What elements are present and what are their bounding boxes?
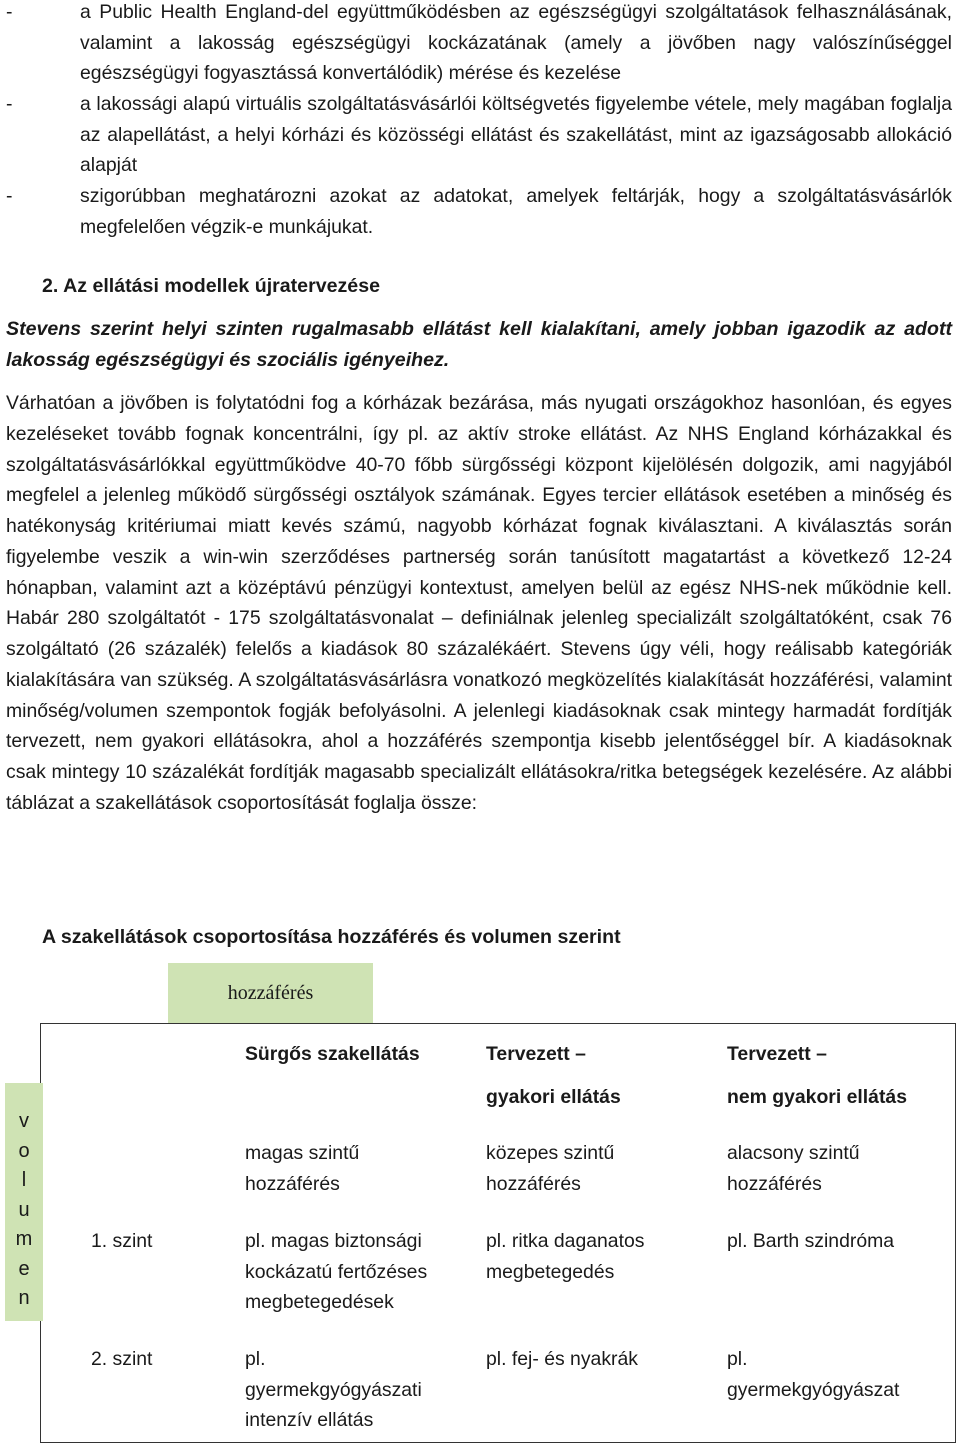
cell-line: pl. [727, 1348, 748, 1370]
bullet-text: a Public Health England-del együttműködésben az egészségügyi szolgáltatások felhasználásának, valamint a lakosság egészségügyi kockázatának (amely a jövőben nagy valószínűséggel egészségügyi fogyasztássá konvertálódik) mérése és kezelése [80, 1, 952, 85]
section-title: Az ellátási modellek újratervezése [63, 275, 380, 297]
level-2-frequent [486, 1344, 638, 1375]
cell-line: megbetegedések [245, 1291, 394, 1313]
lead-paragraph: Stevens szerint helyi szinten rugalmasabb ellátást kell kialakítani, amely jobban igazodik az adott lakosság egészségügyi és szociális igényeihez. [6, 318, 952, 371]
level-2-infrequent [727, 1344, 899, 1405]
header-line: Tervezett – [727, 1043, 827, 1065]
cell-line: pl. ritka daganatos [486, 1230, 645, 1252]
cell-line: intenzív ellátás [245, 1409, 374, 1431]
level-2-urgent [245, 1344, 422, 1436]
bullet-dash: - [6, 185, 13, 207]
bullet-text: szigorúbban meghatározni azokat az adatokat, amelyek feltárják, hogy a szolgáltatásvásárlók megfelelően végzik-e munkájukat. [80, 185, 952, 238]
level-1-urgent [245, 1226, 427, 1318]
bullet-item [6, 89, 952, 181]
cell-line: pl. Barth szindróma [727, 1230, 895, 1252]
level-1-frequent [486, 1226, 644, 1287]
volume-letter: e [18, 1257, 30, 1280]
cell-line: közepes szintű [486, 1142, 615, 1164]
volume-letter: n [18, 1287, 30, 1309]
access-level-high [245, 1138, 359, 1199]
level-1-infrequent [727, 1226, 894, 1257]
volume-letter: l [21, 1169, 27, 1191]
cell-line: pl. [245, 1348, 266, 1370]
header-planned-infrequent [727, 1033, 907, 1119]
cell-line: kockázatú fertőzéses [245, 1260, 428, 1283]
volume-letter: v [19, 1110, 29, 1132]
access-level-low [727, 1138, 860, 1199]
cell-line: gyermekgyógyászat [727, 1378, 900, 1401]
bullet-item [6, 181, 952, 242]
header-line: gyakori ellátás [486, 1086, 621, 1108]
cell-line: hozzáférés [727, 1172, 822, 1195]
table-title: A szakellátások csoportosítása hozzáférés és volumen szerint [42, 926, 621, 948]
header-line: nem gyakori ellátás [727, 1086, 907, 1108]
bullet-item [6, 0, 952, 89]
cell-line: pl. fej- és nyakrák [486, 1348, 638, 1370]
access-level-medium [486, 1138, 614, 1199]
body-paragraph: Várhatóan a jövőben is folytatódni fog a kórházak bezárása, más nyugati országokhoz hasonlóan, és egyes kezeléseket tovább fognak koncentrálni, így pl. az aktív stroke ellátást. Az NHS England kórházakkal és szolgáltatásvásárlókkal együttműködve 40-70 főbb sürgősségi központ kijelölésén dolgozik, ami nagyjából megfelel a jelenleg működő sürgősségi osztályok számának. Egyes tercier ellátások esetében a minőség és hatékonyság kritériumai miatt kevés számú, nagyobb kórházat fognak kiválasztani. A kiválasztás során figyelembe veszik a win-win szerződéses partnerség során tanúsított magatartást a következő 12-24 hónapban, valamint azt a középtávú pénzügyi kontextust, amelyen belül az egész NHS-nek működnie kell. Habár 280 szolgáltatót - 175 szolgáltatásvonalat – definiálnak jelenleg specializált szolgáltatóként, csak 76 szolgáltató (26 százalék) felelős a kiadások 80 százalékáért. Stevens úgy véli, hogy reálisabb kategóriák kialakítására van szükség. A szolgáltatásvásárlásra vonatkozó megközelítés kialakítását hozzáférési, valamint minőség/volumen szempontok fogják befolyásolni. A jelenlegi kiadásoknak csak mintegy harmadát fordítják tervezett, nem gyakori ellátásokra, ahol a hozzáférés szempontja kisebb jelentőséggel bír. A kiadásoknak csak mintegy 10 százalékát fordítják magasabb specializált ellátásokra/ritka betegségek kezelésére. Az alábbi táblázat a szakellátások csoportosítását foglalja össze: [6, 392, 952, 814]
volume-letter: o [18, 1139, 30, 1162]
cell-line: magas szintű [245, 1142, 360, 1164]
volume-letter: m [15, 1228, 33, 1250]
cell-line: hozzáférés [245, 1172, 340, 1195]
volume-letter: u [18, 1198, 30, 1221]
cell-line: megbetegedés [486, 1260, 615, 1283]
cell-line: hozzáférés [486, 1172, 581, 1195]
bullet-dash: - [6, 93, 13, 115]
cell-line: gyermekgyógyászati [245, 1378, 422, 1401]
level-1-label: 1. szint [91, 1230, 153, 1252]
header-urgent: Sürgős szakellátás [245, 1043, 420, 1065]
access-axis-label: hozzáférés [168, 963, 373, 1023]
level-2-label: 2. szint [91, 1348, 153, 1370]
section-number: 2. [42, 275, 59, 297]
header-planned-frequent [486, 1033, 621, 1119]
section-heading [42, 271, 380, 301]
bullet-text: a lakossági alapú virtuális szolgáltatásvásárlói költségvetés figyelembe vétele, mely magában foglalja az alapellátást, a helyi kórházi és közösségi ellátást és szakellátást, mint az igazságosabb allokáció alapját [80, 93, 952, 177]
bullet-dash: - [6, 1, 13, 23]
header-line: Tervezett – [486, 1043, 586, 1065]
cell-line: pl. magas biztonsági [245, 1230, 422, 1252]
cell-line: alacsony szintű [727, 1142, 860, 1164]
volume-axis-label [5, 1083, 43, 1321]
